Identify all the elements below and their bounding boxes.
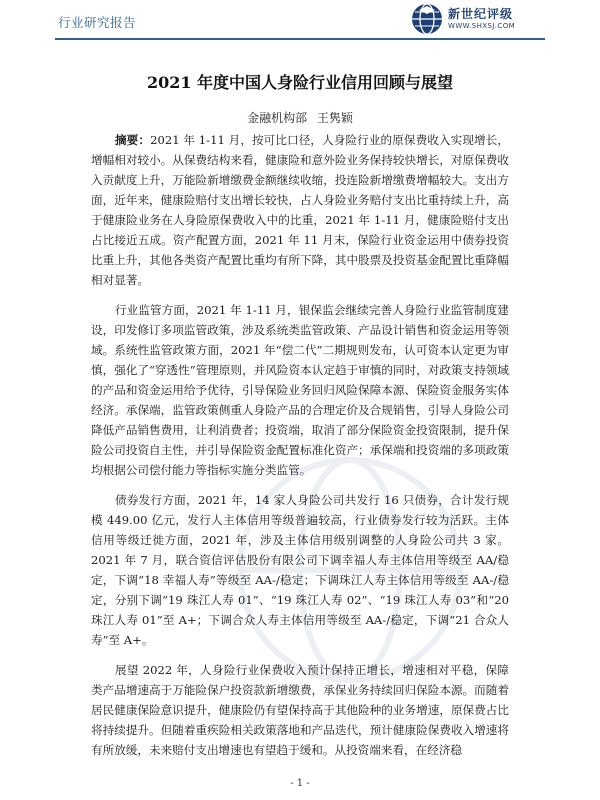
globe-logo-icon	[410, 2, 444, 36]
authors-line: 金融机构部 王隽颖	[247, 111, 353, 125]
section-title: 行业研究报告	[58, 15, 137, 30]
company-logo	[410, 2, 580, 36]
document-body	[91, 130, 509, 770]
abstract-text: 2021 年 1-11 月，按可比口径，人身险行业的原保费收入实现增长，增幅相对较小。从保费结构来看，健康险和意外险业务保持较快增长，对原保费收入贡献度上升，万能险新增缴费金额继续收缩，投连险新增缴费增幅较大。支出方面，近年来，健康险赔付支出增长较快，占人身险业务赔付支出比重持续上升，高于健康险业务在人身险原保费收入中的比重，2021 年 1-11 月，健康险赔付支出占比接近五成。资产配置方面，2021 年 11 月末，保险行业资金运用中债券投资比重上升，其他各类资产配置比重均有所下降，其中股票及投资基金配置比重降幅相对显著。	[91, 133, 509, 287]
paragraph-outlook: 展望 2022 年，人身险行业保费收入预计保持正增长，增速相对平稳，保障类产品增速高于万能险保户投资款新增缴费，承保业务持续回归保险本源。而随着居民健康保险意识提升，健康险仍有望保持高于其他险种的业务增速，原保费占比将持续提升。但随着重疾险相关政策落地和产品迭代，预计健康险保费收入增速将有所放缓，未来赔付支出增速也有望趋于缓和。从投资端来看，在经济稳	[91, 663, 509, 757]
logo-website: WWW.SHXSJ.COM	[448, 22, 516, 30]
abstract-paragraph	[91, 130, 509, 290]
abstract-label: 摘要：	[115, 133, 151, 147]
paragraph-regulation: 行业监管方面，2021 年 1-11 月，银保监会继续完善人身险行业监管制度建设，印发修订多项监管政策，涉及系统类监管政策、产品设计销售和资金运用等领域。系统性监管政策方面，2021 年“偿二代”二期规则发布，认可资本认定更为审慎，强化了“穿透性”管理原则，并风险资本认定趋于审慎的同时，对政策支持领域的产品和资金运用给予优待，引导保险业务回归风险保障本源、保险资金服务实体经济。承保端，监管政策侧重人身险产品的合理定价及合规销售，引导人身险公司降低产品销售费用，让利消费者；投资端，取消了部分保险资金投资限制，提升保险公司投资自主性，并引导保险资金配置标准化资产；承保端和投资端的多项政策均根据公司偿付能力等指标实施分类监管。	[91, 303, 509, 477]
page-number: - 1 -	[290, 778, 310, 789]
logo-chinese-name: 新世纪评级	[448, 7, 514, 21]
document-title: 2021 年度中国人身险行业信用回顾与展望	[146, 73, 454, 92]
header-divider	[55, 38, 545, 40]
page-header	[0, 0, 600, 40]
paragraph-bond-issuance: 债券发行方面，2021 年，14 家人身险公司共发行 16 只债券，合计发行规模 449.00 亿元，发行人主体信用等级普遍较高，行业债券发行较为活跃。主体信用等级迁徙方面，2021 年，涉及主体信用级别调整的人身险公司共 3 家。2021 年 7 月，联合资信评估股份有限公司下调幸福人寿主体信用等级至 AA/稳定，下调“18 幸福人寿”等级至 AA-/稳定；下调珠江人寿主体信用等级至 AA-/稳定，分别下调“19 珠江人寿 01”、“19 珠江人寿 02”、“19 珠江人寿 03”和“20 珠江人寿 01”至 A+；下调合众人寿主体信用等级至 AA-/稳定，下调“21 合众人寿”至 A+。	[91, 493, 509, 647]
